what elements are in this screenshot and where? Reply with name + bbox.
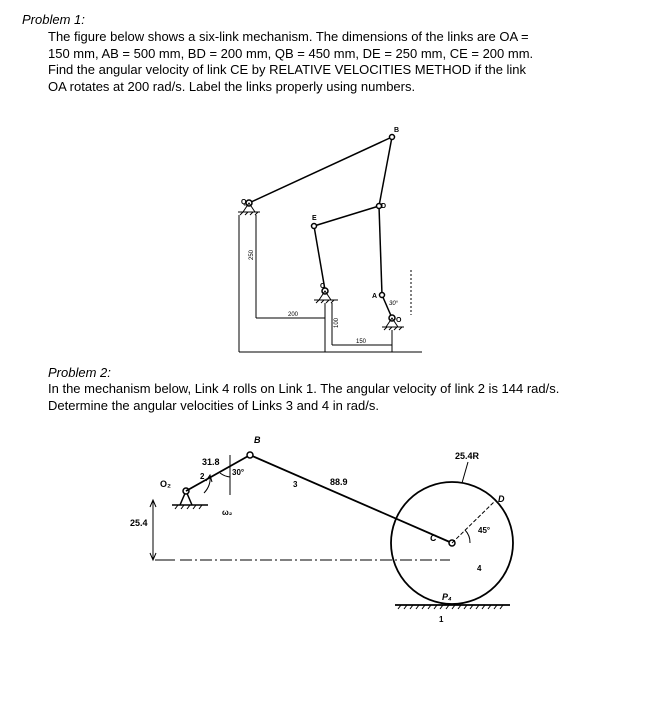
radius-cd — [452, 500, 496, 543]
angle-30: 30° — [232, 468, 245, 477]
link-bd — [379, 137, 392, 206]
link-number-4: 4 — [477, 564, 482, 573]
link-3 — [250, 455, 452, 543]
problem2-line-1: In the mechanism below, Link 4 rolls on Link 1. The angular velocity of link 2 is 144 rad/s. — [48, 381, 560, 396]
link-ab — [379, 206, 382, 295]
label-c: C — [320, 283, 326, 290]
joint-a — [380, 293, 385, 298]
dim-25-4R: 25.4R — [455, 451, 480, 461]
link-de — [314, 206, 379, 226]
label-c: C — [430, 533, 437, 543]
problem1-line-4: OA rotates at 200 rad/s. Label the links properly using numbers. — [48, 78, 416, 94]
problem1-statement — [48, 29, 628, 95]
dim-150: 150 — [356, 339, 367, 345]
link-number-3: 3 — [293, 480, 298, 489]
label-b: B — [254, 435, 261, 445]
label-d: D — [498, 494, 505, 504]
dim-25-4: 25.4 — [130, 518, 148, 528]
label-o2: O₂ — [160, 479, 171, 489]
dim-250: 250 — [249, 249, 255, 260]
label-o: O — [396, 317, 402, 324]
link-number-1: 1 — [439, 615, 444, 624]
label-b: B — [394, 127, 400, 134]
dim-200: 200 — [288, 312, 299, 318]
problem1-line-1: The figure below shows a six-link mechanism. The dimensions of the links are OA = — [48, 29, 529, 44]
angle-45: 45° — [478, 526, 491, 535]
label-e: E — [312, 215, 317, 222]
problem1-line-2: 150 mm, AB = 500 mm, BD = 200 mm, QB = 450 mm, DE = 250 mm, CE = 200 mm. — [48, 45, 534, 61]
link-ce — [314, 226, 325, 290]
label-a: A — [372, 293, 378, 300]
dim-100: 100 — [334, 317, 340, 328]
angle-30: 30° — [389, 301, 399, 307]
label-p4: P₄ — [442, 592, 452, 602]
six-link-mechanism-figure — [226, 120, 426, 360]
label-omega2: ω₂ — [222, 508, 233, 517]
link-qb — [249, 137, 392, 203]
problem1-line-3: Find the angular velocity of link CE by RELATIVE VELOCITIES METHOD if the link — [48, 62, 527, 77]
rolling-link-mechanism-figure — [120, 425, 520, 655]
problem2-line-2: Determine the angular velocities of Links 3 and 4 in rad/s. — [48, 397, 379, 413]
problem1-title: Problem 1: — [22, 12, 85, 27]
problem2-statement — [48, 381, 628, 414]
joint-b — [390, 135, 395, 140]
dim-31-8: 31.8 — [202, 457, 220, 467]
joint-b — [247, 452, 253, 458]
link-number-2: 2 — [200, 472, 205, 481]
dim-88-9: 88.9 — [330, 477, 348, 487]
label-q: Q — [241, 199, 247, 206]
label-d: D — [381, 203, 387, 210]
problem2-title: Problem 2: — [48, 365, 111, 380]
joint-e — [312, 224, 317, 229]
